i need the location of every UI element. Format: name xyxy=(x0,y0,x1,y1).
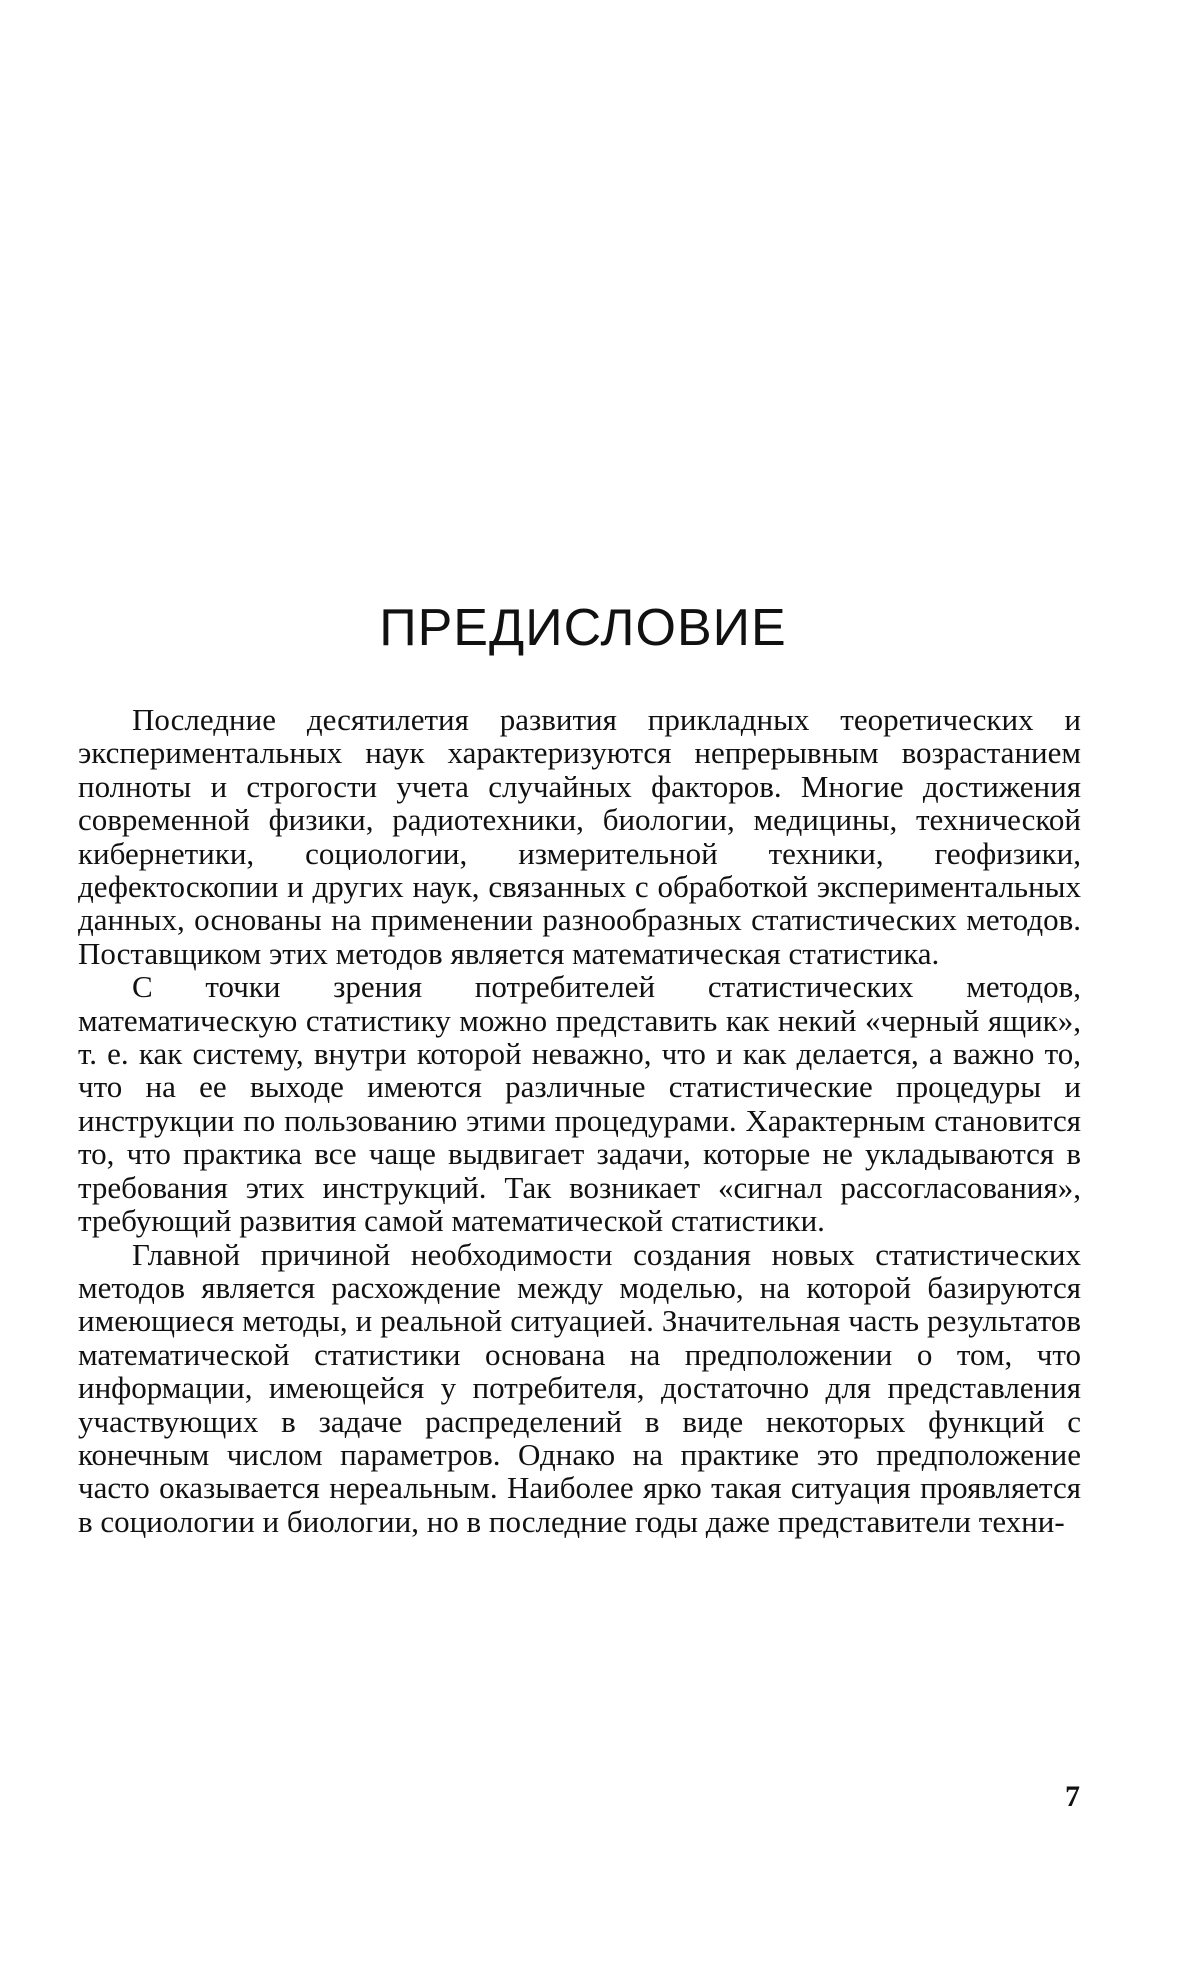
body-text xyxy=(78,703,1081,1538)
page-title: ПРЕДИСЛОВИЕ xyxy=(379,599,787,657)
paragraph: С точки зрения потребителей статистических методов, математическую статистику можно представить как некий «черный ящик», т. е. как систему, внутри которой неважно, что и как делается, а важно то, что на ее выходе имеются различные статистические процедуры и инструкции по пользованию этими процедурами. Характерным становится то, что практика все чаще выдвигает задачи, которые не укладываются в требования этих инструкций. Так возникает «сигнал рассогласования», требующий развития самой математической статистики. xyxy=(78,969,1081,1239)
paragraph: Главной причиной необходимости создания новых статистических методов является расхождение между моделью, на которой базируются имеющиеся методы, и реальной ситуацией. Значительная часть результатов математической статистики основана на предположении о том, что информации, имеющейся у потребителя, достаточно для представления участвующих в задаче распределений в виде некоторых функций с конечным числом параметров. Однако на практике это предположение часто оказывается нереальным. Наиболее ярко такая ситуация проявляется в социологии и биологии, но в последние годы даже представители техни- xyxy=(78,1236,1081,1539)
paragraph: Последние десятилетия развития прикладных теоретических и экспериментальных наук характеризуются непрерывным возрастанием полноты и строгости учета случайных факторов. Многие достижения современной физики, радиотехники, биологии, медицины, технической кибернетики, социологии, измерительной техники, геофизики, дефектоскопии и других наук, связанных с обработкой экспериментальных данных, основаны на применении разнообразных статистических методов. Поставщиком этих методов является математическая статистика. xyxy=(78,702,1081,971)
page-number: 7 xyxy=(1065,1780,1080,1813)
